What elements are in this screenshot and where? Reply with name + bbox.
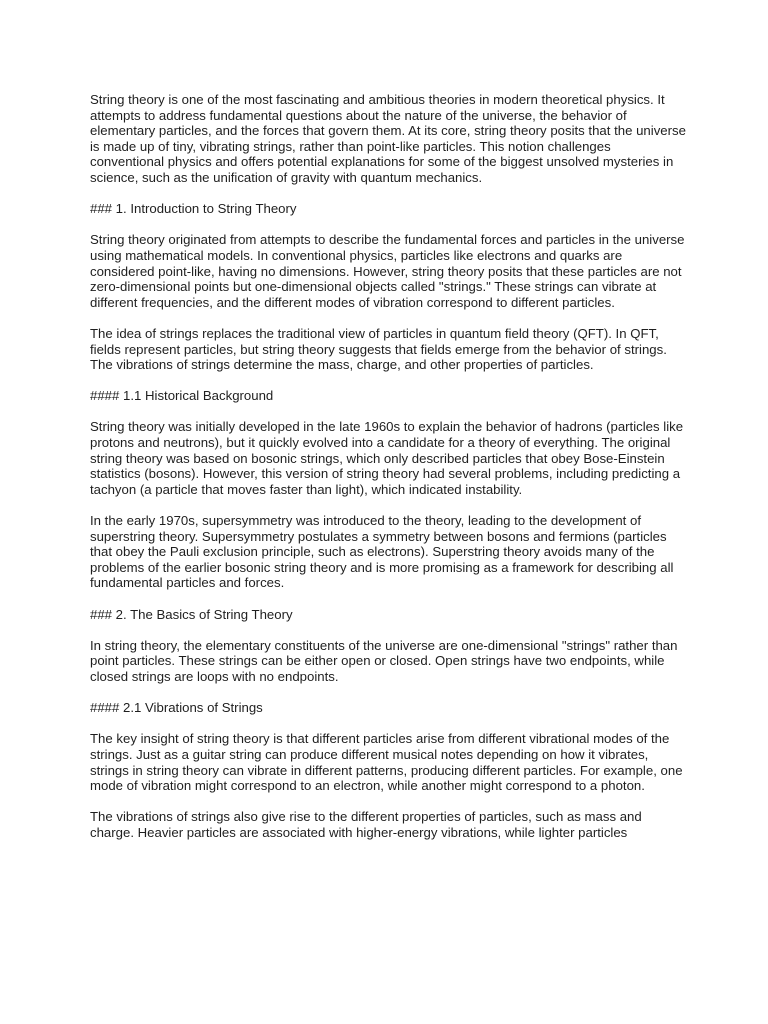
paragraph-vibrational-modes: The key insight of string theory is that different particles arise from different vibrational modes of the strings. Just as a guitar string can produce different musical notes depending on how it vibrates, strings in string theory can vibrate in different patterns, producing different particles. For example, one mode of vibration might correspond to an electron, while another might correspond to a photon. xyxy=(90,731,683,794)
paragraph-supersymmetry: In the early 1970s, supersymmetry was introduced to the theory, leading to the development of superstring theory. Supersymmetry postulates a symmetry between bosons and fermions (particles that obey the Pauli exclusion principle, such as electrons). Superstring theory avoids many of the problems of the earlier bosonic string theory and is more promising as a framework for describing all fundamental particles and forces. xyxy=(90,513,674,591)
paragraph-qft: The idea of strings replaces the traditional view of particles in quantum field theory (QFT). In QFT, fields represent particles, but string theory suggests that fields emerge from the behavior of strings. The vibrations of strings determine the mass, charge, and other properties of particles. xyxy=(90,325,667,373)
paragraph-open-closed-strings: In string theory, the elementary constituents of the universe are one-dimensional "strings" rather than point particles. These strings can be either open or closed. Open strings have two endpoints, while closed strings are loops with no endpoints. xyxy=(90,637,678,684)
subsection-heading-vibrations: #### 2.1 Vibrations of Strings xyxy=(90,700,263,716)
paragraph-history: String theory was initially developed in the late 1960s to explain the behavior of hadrons (particles like protons and neutrons), but it quickly evolved into a candidate for a theory of everything. The original string theory was based on bosonic strings, which only described particles that obey Bose-Einstein statistics (bosons). However, this version of string theory had several problems, including predicting a tachyon (a particle that moves faster than light), which indicated instability. xyxy=(90,419,684,497)
subsection-heading-historical-background: #### 1.1 Historical Background xyxy=(90,388,274,404)
section-heading-basics: ### 2. The Basics of String Theory xyxy=(90,606,293,622)
paragraph-origin: String theory originated from attempts to describe the fundamental forces and particles in the universe using mathematical models. In conventional physics, particles like electrons and quarks are considered point-like, having no dimensions. However, string theory posits that these particles are not zero-dimensional points but one-dimensional objects called "strings." These strings can vibrate at different frequencies, and the different modes of vibration correspond to different particles. xyxy=(90,232,685,310)
section-heading-introduction: ### 1. Introduction to String Theory xyxy=(90,201,297,217)
paragraph-particle-properties: The vibrations of strings also give rise to the different properties of particles, such as mass and charge. Heavier particles are associated with higher-energy vibrations, while lighter particles xyxy=(90,809,642,840)
intro-paragraph: String theory is one of the most fascinating and ambitious theories in modern theoretical physics. It attempts to address fundamental questions about the nature of the universe, the behavior of elementary particles, and the forces that govern them. At its core, string theory posits that the universe is made up of tiny, vibrating strings, rather than point-like particles. This notion challenges conventional physics and offers potential explanations for some of the biggest unsolved mysteries in science, such as the unification of gravity with quantum mechanics. xyxy=(90,92,686,185)
